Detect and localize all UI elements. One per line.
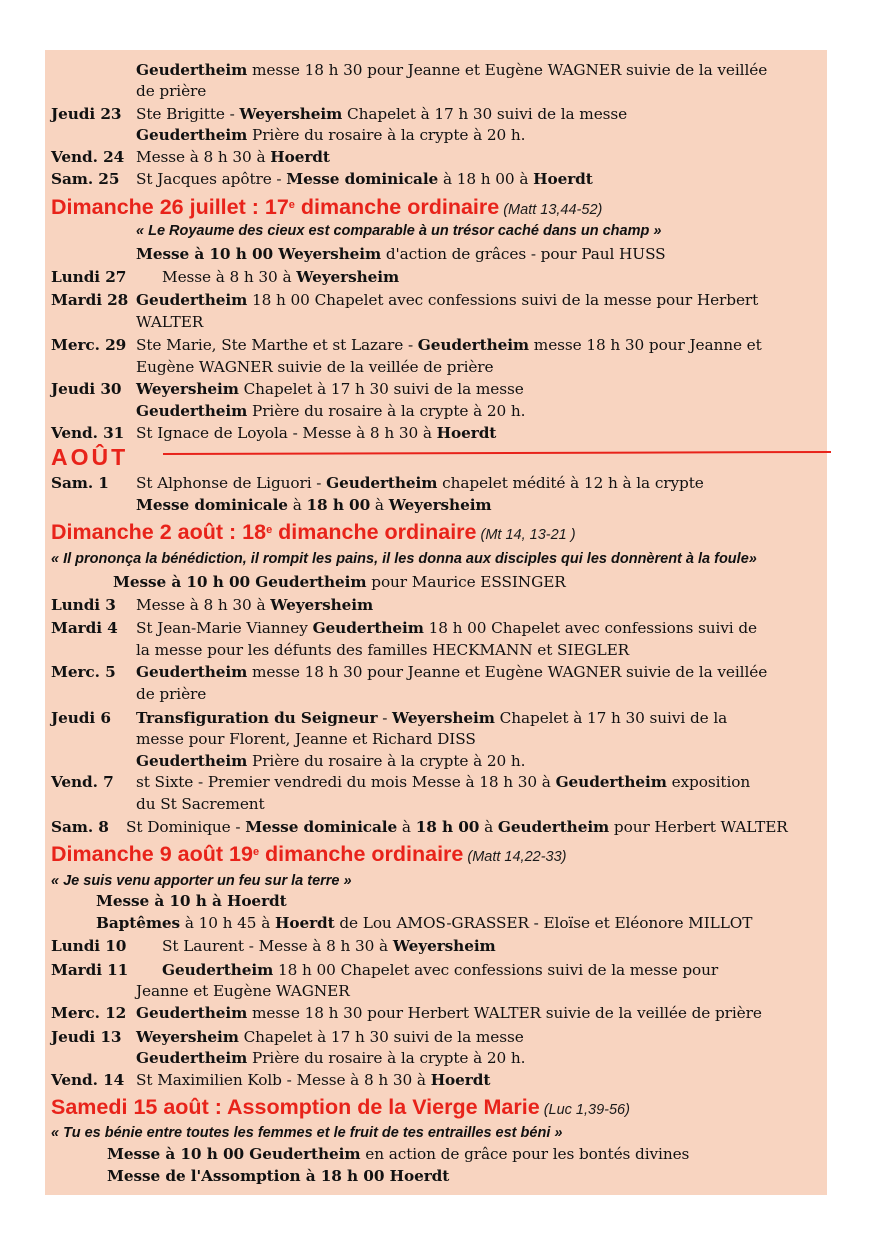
day-label: Mardi 28 [51,291,129,309]
sunday-heading: Samedi 15 août : Assomption de la Vierge Marie (Luc 1,39-56) [51,1095,630,1119]
entry-text: Messe à 10 h 00 Geudertheim en action de grâce pour les bontés divines [107,1145,690,1163]
day-label: Jeudi 6 [51,709,111,727]
entry-text: Messe dominicale à 18 h 00 à Weyersheim [136,496,492,514]
day-label: Vend. 7 [51,773,114,791]
schedule-entry [45,771,827,793]
schedule-continuation [45,571,827,593]
entry-text: St Dominique - Messe dominicale à 18 h 00 à Geudertheim pour Herbert WALTER [126,818,788,836]
schedule-continuation [45,356,827,378]
day-label: Merc. 12 [51,1004,127,1022]
schedule-entry [45,378,827,400]
sunday-heading: Dimanche 26 juillet : 17e dimanche ordinaire (Matt 13,44-52) [51,195,603,219]
entry-text: du St Sacrement [136,795,265,813]
day-label: Lundi 3 [51,596,116,614]
entry-text: Messe à 8 h 30 à Weyersheim [136,596,374,614]
schedule-continuation [45,980,827,1002]
entry-text: St Jacques apôtre - Messe dominicale à 18 h 00 à Hoerdt [136,170,593,188]
month-divider [163,451,831,455]
day-label: Merc. 5 [51,663,116,681]
gospel-quote: « Le Royaume des cieux est comparable à un trésor caché dans un champ » [136,223,662,239]
schedule-panel [45,50,827,1195]
day-label: Jeudi 13 [51,1028,122,1046]
schedule-entry [45,1026,827,1048]
schedule-entry [45,422,827,444]
entry-text: Messe à 10 h 00 Geudertheim pour Maurice ESSINGER [113,573,566,591]
entry-text: Jeanne et Eugène WAGNER [136,982,350,1000]
entry-text: Messe à 10 h 00 Weyersheim d'action de grâces - pour Paul HUSS [136,245,666,263]
entry-text: Geudertheim Prière du rosaire à la crypte à 20 h. [136,752,526,770]
entry-text: Weyersheim Chapelet à 17 h 30 suivi de la messe [136,380,524,398]
entry-text: messe pour Florent, Jeanne et Richard DISS [136,730,476,748]
schedule-continuation [45,400,827,422]
schedule-continuation [45,80,827,102]
schedule-entry [45,472,827,494]
entry-text: Geudertheim Prière du rosaire à la crypte à 20 h. [136,126,526,144]
entry-text: Baptêmes à 10 h 45 à Hoerdt de Lou AMOS-GRASSER - Eloïse et Eléonore MILLOT [96,914,753,932]
schedule-entry [45,661,827,683]
schedule-continuation [45,494,827,516]
entry-text: St Maximilien Kolb - Messe à 8 h 30 à Hoerdt [136,1071,491,1089]
schedule-continuation [45,728,827,750]
entry-text: Geudertheim 18 h 00 Chapelet avec confessions suivi de la messe pour Herbert [136,291,759,309]
entry-text: WALTER [136,313,204,331]
day-label: Mardi 4 [51,619,118,637]
day-label: Vend. 31 [51,424,125,442]
entry-text: Geudertheim messe 18 h 30 pour Jeanne et Eugène WAGNER suivie de la veillée [136,663,768,681]
entry-text: Messe à 10 h à Hoerdt [96,892,287,910]
schedule-continuation [45,750,827,772]
schedule-continuation [45,243,827,265]
entry-text: Geudertheim Prière du rosaire à la crypte à 20 h. [136,1049,526,1067]
entry-text: St Jean-Marie Vianney Geudertheim 18 h 00 Chapelet avec confessions suivi de [136,619,758,637]
schedule-entry [45,959,827,981]
schedule-continuation [45,890,827,912]
day-label: Lundi 27 [51,268,127,286]
schedule-entry [45,146,827,168]
entry-text: Ste Brigitte - Weyersheim Chapelet à 17 h 30 suivi de la messe [136,105,628,123]
entry-text: Geudertheim messe 18 h 30 pour Herbert WALTER suivie de la veillée de prière [136,1004,762,1022]
month-heading: AOÛT [51,444,129,470]
schedule-entry [45,168,827,190]
schedule-entry [45,1002,827,1024]
entry-text: de prière [136,82,207,100]
entry-text: Geudertheim messe 18 h 30 pour Jeanne et Eugène WAGNER suivie de la veillée [136,61,768,79]
day-label: Sam. 25 [51,170,120,188]
sunday-heading: Dimanche 2 août : 18e dimanche ordinaire (Mt 14, 13-21 ) [51,520,576,544]
schedule-entry [45,617,827,639]
schedule-entry [45,707,827,729]
gospel-quote: « Il prononça la bénédiction, il rompit les pains, il les donna aux disciples qui les donnèrent à la foule» [51,551,757,567]
entry-text: Messe à 8 h 30 à Hoerdt [136,148,330,166]
schedule-entry [45,334,827,356]
entry-text: Messe de l'Assomption à 18 h 00 Hoerdt [107,1167,450,1185]
entry-text: Messe à 8 h 30 à Weyersheim [162,268,400,286]
gospel-quote: « Tu es bénie entre toutes les femmes et le fruit de tes entrailles est béni » [51,1125,563,1141]
schedule-continuation [45,1047,827,1069]
schedule-continuation [45,311,827,333]
gospel-quote: « Je suis venu apporter un feu sur la terre » [51,873,352,889]
entry-text: Eugène WAGNER suivie de la veillée de prière [136,358,494,376]
schedule-continuation [45,1143,827,1165]
schedule-continuation [45,639,827,661]
schedule-entry [45,266,827,288]
entry-text: Ste Marie, Ste Marthe et st Lazare - Geudertheim messe 18 h 30 pour Jeanne et [136,336,762,354]
day-label: Sam. 8 [51,818,109,836]
schedule-continuation [45,124,827,146]
day-label: Merc. 29 [51,336,127,354]
scripture-reference: (Luc 1,39-56) [543,1102,630,1118]
schedule-continuation [45,683,827,705]
schedule-entry [45,103,827,125]
entry-text: St Alphonse de Liguori - Geudertheim chapelet médité à 12 h à la crypte [136,474,704,492]
day-label: Lundi 10 [51,937,127,955]
entry-text: St Ignace de Loyola - Messe à 8 h 30 à Hoerdt [136,424,497,442]
schedule-continuation [45,912,827,934]
day-label: Jeudi 30 [51,380,122,398]
schedule-continuation [45,59,827,81]
entry-text: la messe pour les défunts des familles HECKMANN et SIEGLER [136,641,630,659]
scripture-reference: (Matt 13,44-52) [503,202,603,218]
entry-text: st Sixte - Premier vendredi du mois Messe à 18 h 30 à Geudertheim exposition [136,773,751,791]
day-label: Jeudi 23 [51,105,122,123]
schedule-continuation [45,793,827,815]
scripture-reference: (Mt 14, 13-21 ) [480,527,576,543]
schedule-entry [45,289,827,311]
schedule-entry [45,935,827,957]
schedule-entry [45,816,827,838]
entry-text: Geudertheim Prière du rosaire à la crypte à 20 h. [136,402,526,420]
entry-text: Geudertheim 18 h 00 Chapelet avec confessions suivi de la messe pour [162,961,719,979]
schedule-entry [45,594,827,616]
day-label: Vend. 24 [51,148,125,166]
schedule-continuation [45,1165,827,1187]
entry-text: St Laurent - Messe à 8 h 30 à Weyersheim [162,937,496,955]
scripture-reference: (Matt 14,22-33) [467,849,567,865]
schedule-entry [45,1069,827,1091]
day-label: Vend. 14 [51,1071,125,1089]
entry-text: de prière [136,685,207,703]
day-label: Sam. 1 [51,474,109,492]
entry-text: Weyersheim Chapelet à 17 h 30 suivi de la messe [136,1028,524,1046]
sunday-heading: Dimanche 9 août 19e dimanche ordinaire (Matt 14,22-33) [51,842,567,866]
day-label: Mardi 11 [51,961,129,979]
entry-text: Transfiguration du Seigneur - Weyersheim Chapelet à 17 h 30 suivi de la [136,709,728,727]
